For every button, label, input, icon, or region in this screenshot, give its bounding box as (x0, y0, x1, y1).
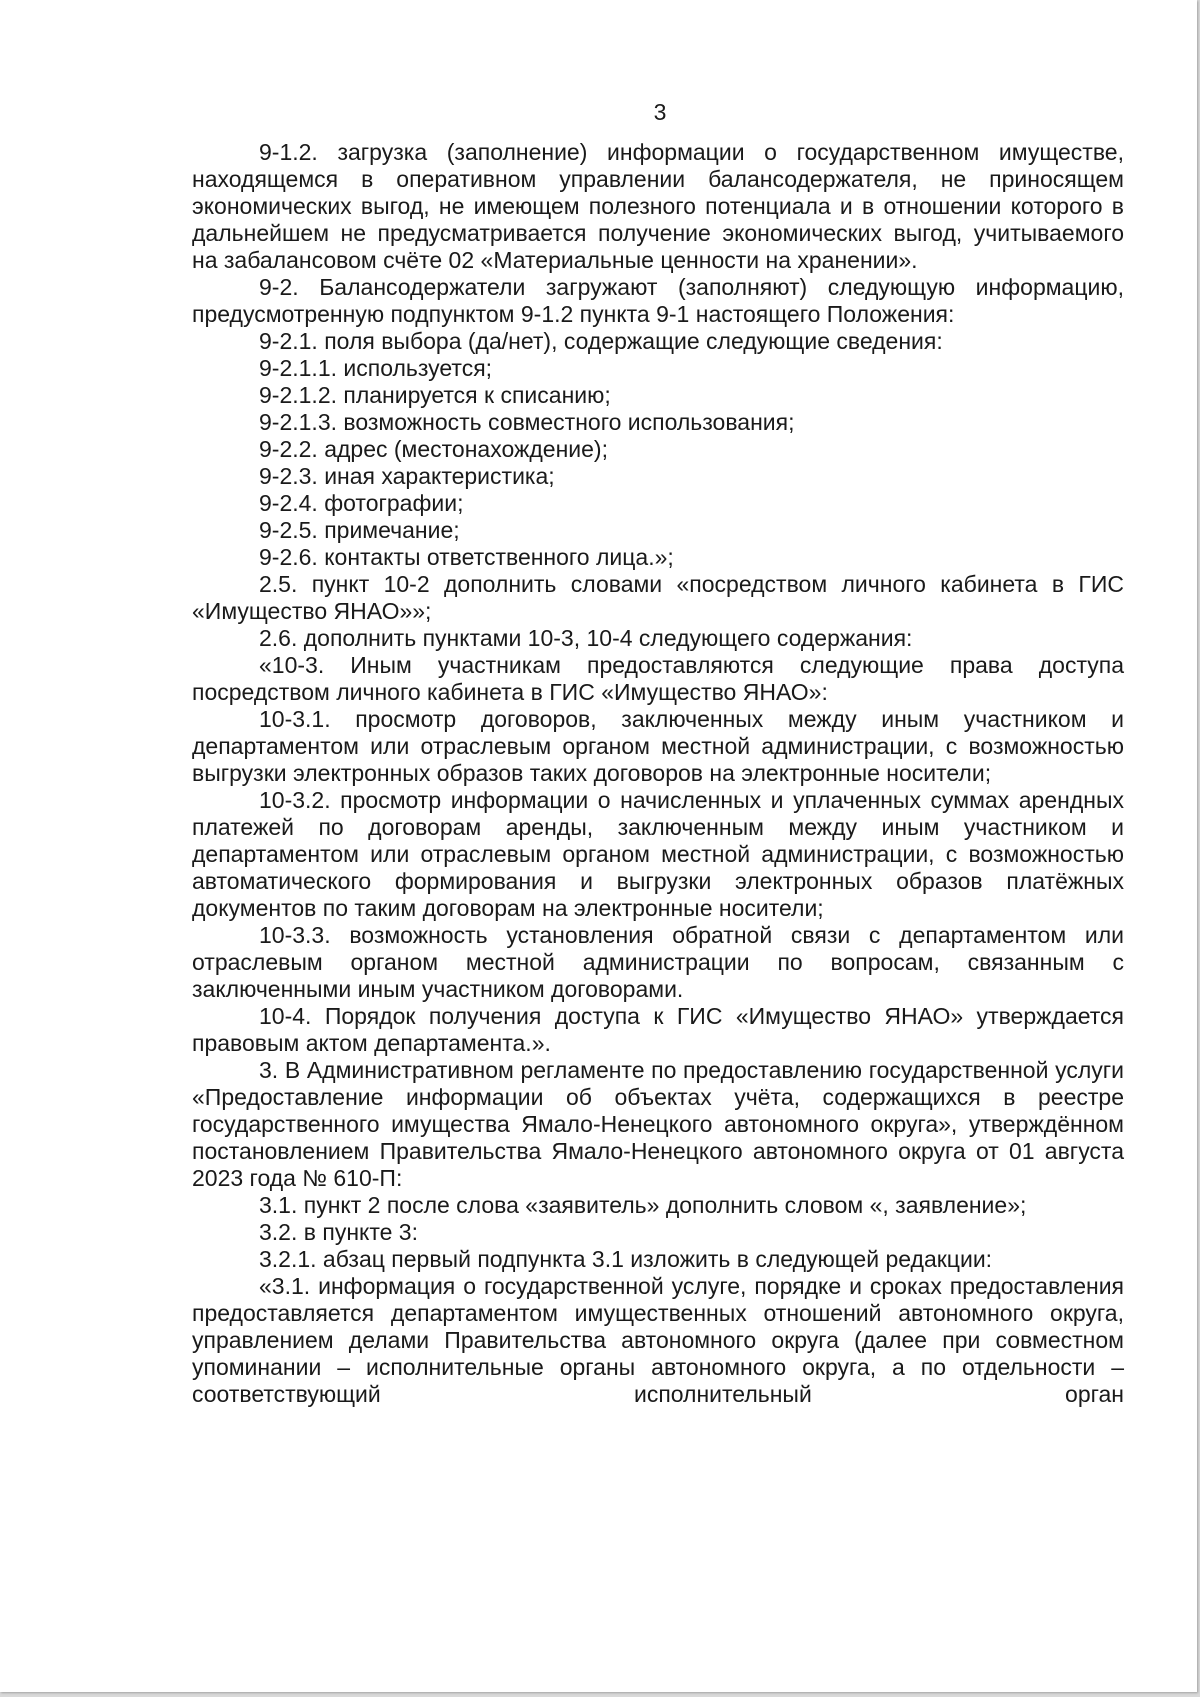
page-number: 3 (653, 99, 667, 125)
paragraph-10-4: 10-4. Порядок получения доступа к ГИС «Имущество ЯНАО» утверждается правовым актом департамента.». (192, 1003, 1124, 1056)
paragraph-9-2-1-3: 9-2.1.3. возможность совместного использования; (259, 409, 795, 435)
paragraph-9-2-4: 9-2.4. фотографии; (259, 490, 464, 516)
paragraph-9-2-6: 9-2.6. контакты ответственного лица.»; (259, 544, 674, 570)
paragraph-3: 3. В Административном регламенте по предоставлению государственной услуги «Предоставление информации об объектах учёта, содержащихся в реестре государственного имущества Ямало-Ненецкого автономного округа», утверждённом постановлением Правительства Ямало-Ненецкого автономного округа от 01 августа 2023 года № 610-П: (192, 1057, 1124, 1191)
paragraph-9-2: 9-2. Балансодержатели загружают (заполняют) следующую информацию, предусмотренную подпунктом 9-1.2 пункта 9-1 настоящего Положения: (192, 274, 1124, 327)
document-body (192, 139, 1124, 1408)
paragraph-2-6: 2.6. дополнить пунктами 10-3, 10-4 следующего содержания: (259, 625, 913, 651)
paragraph-3-2-1: 3.2.1. абзац первый подпункта 3.1 изложить в следующей редакции: (259, 1246, 993, 1272)
paragraph-9-1-2: 9-1.2. загрузка (заполнение) информации о государственном имуществе, находящемся в оперативном управлении балансодержателя, не приносящем экономических выгод, не имеющем полезного потенциала и в отношении которого в дальнейшем не предусматривается получение экономических выгод, учитываемого на забалансовом счёте 02 «Материальные ценности на хранении». (192, 139, 1124, 273)
paragraph-10-3-1: 10-3.1. просмотр договоров, заключенных между иным участником и департаментом или отраслевым органом местной администрации, с возможностью выгрузки электронных образов таких договоров на электронные носители; (192, 706, 1124, 786)
paragraph-9-2-1-2: 9-2.1.2. планируется к списанию; (259, 382, 611, 408)
paragraph-9-2-2: 9-2.2. адрес (местонахождение); (259, 436, 608, 462)
paragraph-9-2-3: 9-2.3. иная характеристика; (259, 463, 555, 489)
paragraph-10-3-2: 10-3.2. просмотр информации о начисленных и уплаченных суммах арендных платежей по договорам аренды, заключенным между иным участником и департаментом или отраслевым органом местной администрации, с возможностью автоматического формирования и выгрузки электронных образов платёжных документов по таким договорам на электронные носители; (192, 787, 1124, 921)
paragraph-quote-3-1: «3.1. информация о государственной услуге, порядке и сроках предоставления предоставляется департаментом имущественных отношений автономного округа, управлением делами Правительства автономного округа (далее при совместном упоминании – исполнительные органы автономного округа, а по отдельности – соответствующий исполнительный орган (192, 1273, 1124, 1407)
paragraph-9-2-1-1: 9-2.1.1. используется; (259, 355, 493, 381)
paragraph-9-2-1: 9-2.1. поля выбора (да/нет), содержащие следующие сведения: (259, 328, 943, 354)
paragraph-10-3-3: 10-3.3. возможность установления обратной связи с департаментом или отраслевым органом местной администрации по вопросам, связанным с заключенными иным участником договорами. (192, 922, 1124, 1002)
paragraph-2-5: 2.5. пункт 10-2 дополнить словами «посредством личного кабинета в ГИС «Имущество ЯНАО»»; (192, 571, 1124, 624)
paragraph-9-2-5: 9-2.5. примечание; (259, 517, 460, 543)
paragraph-3-2: 3.2. в пункте 3: (259, 1219, 418, 1245)
paragraph-3-1: 3.1. пункт 2 после слова «заявитель» дополнить словом «, заявление»; (259, 1192, 1027, 1218)
paragraph-10-3: «10-3. Иным участникам предоставляются следующие права доступа посредством личного кабинета в ГИС «Имущество ЯНАО»: (192, 652, 1124, 705)
